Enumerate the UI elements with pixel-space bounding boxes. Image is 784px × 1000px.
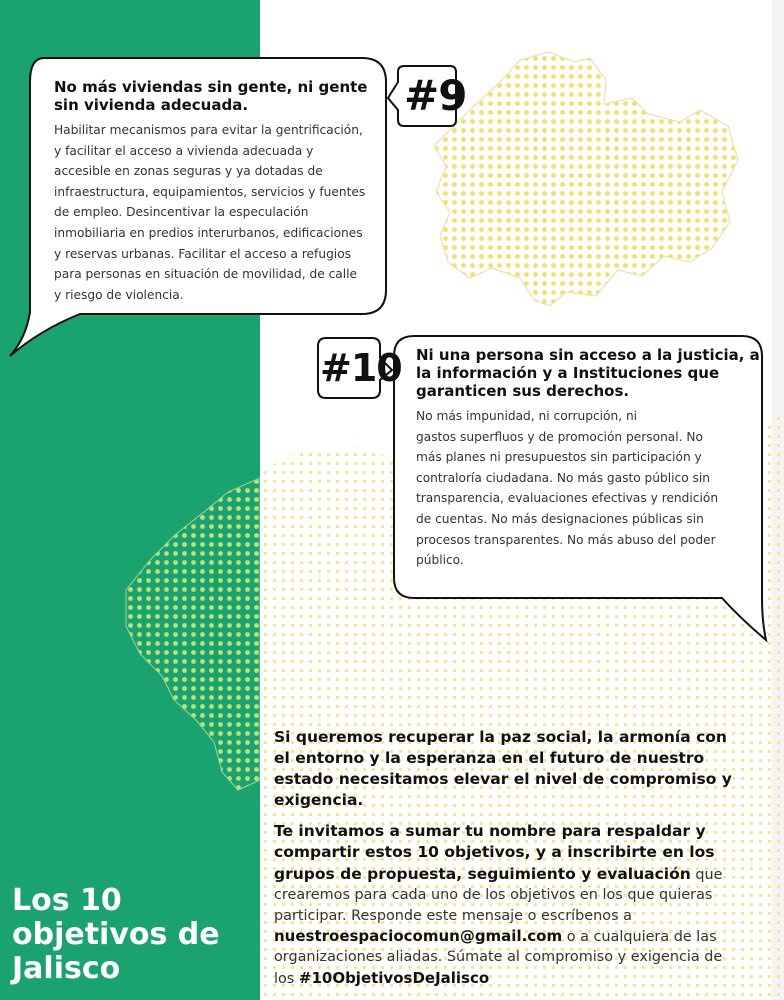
goal-9-body — [54, 120, 384, 305]
cta-lead: Si queremos recuperar la paz social, la armonía con el entorno y la esperanza en el futuro de nuestro estado necesitamos elevar el nivel de compromiso y exigencia. — [274, 728, 732, 809]
cta-invite-tail: o a cualquiera de las organizaciones aliadas. Súmate al compromiso y exigencia de los — [274, 929, 723, 987]
cta-invite-bold: Te invitamos a sumar tu nombre para respaldar y compartir estos 10 objetivos, y a inscribirte en los grupos de propuesta, seguimiento y evaluación — [274, 822, 715, 883]
call-to-action — [274, 727, 744, 989]
cta-invite-rest: que crearemos para cada uno de los objetivos en los que quieras participar. Responde este mensaje o escríbenos a — [274, 866, 723, 924]
goal-10-title: Ni una persona sin acceso a la justicia, a la información y a Instituciones que garanticen sus derechos. — [416, 346, 760, 400]
map-north-region — [434, 52, 738, 306]
goal-10-line: procesos transparentes. No más abuso del poder — [416, 532, 716, 547]
goal-10-line: No más impunidad, ni corrupción, ni — [416, 409, 638, 423]
goal-9-line: inmobiliaria en predios interurbanos, edificaciones — [54, 225, 363, 240]
goal-10-line: público. — [416, 553, 464, 568]
goal-10-line: de cuentas. No más designaciones públicas sin — [416, 511, 704, 526]
goal-10-line: gastos superfluos y de promoción personal. No — [416, 429, 703, 444]
goal-10-line: contraloría ciudadana. No más gasto público sin — [416, 470, 711, 485]
goal-9-line: accesible en zonas seguras y ya dotadas de — [54, 164, 323, 179]
goal-9-tag: #9 — [404, 71, 467, 120]
goal-10-body — [416, 406, 760, 571]
goal-9-line: de empleo. Desincentivar la especulación — [54, 205, 309, 220]
goal-9-line: y riesgo de violencia. — [54, 287, 184, 302]
cover-title: Los 10 objetivos de Jalisco — [12, 883, 220, 986]
goal-9-line: y reservas urbanas. Facilitar el acceso a refugios — [54, 246, 352, 261]
map-coast-region — [126, 478, 260, 790]
goal-10-line: transparencia, evaluaciones efectivas y rendición — [416, 491, 719, 506]
contact-email-link[interactable]: nuestroespaciocomun@gmail.com — [274, 927, 563, 946]
goal-10-text — [416, 346, 760, 571]
goal-9-line: para personas en situación de movilidad, de calle — [54, 267, 358, 282]
goal-9-line: Habilitar mecanismos para evitar la gentrificación, — [54, 123, 363, 137]
cta-invite — [274, 821, 744, 989]
goal-9-line: infraestructura, equipamientos, servicios y fuentes — [54, 184, 366, 199]
campaign-hashtag: #10ObjetivosDeJalisco — [298, 968, 490, 987]
goal-9-text — [54, 78, 384, 305]
goal-9-line: y facilitar el acceso a vivienda adecuada y — [54, 143, 314, 158]
goal-10-line: más planes ni presupuestos sin participación y — [416, 450, 702, 465]
goal-10-tag: #10 — [320, 346, 402, 390]
goal-9-title: No más viviendas sin gente, ni gente sin vivienda adecuada. — [54, 78, 368, 114]
